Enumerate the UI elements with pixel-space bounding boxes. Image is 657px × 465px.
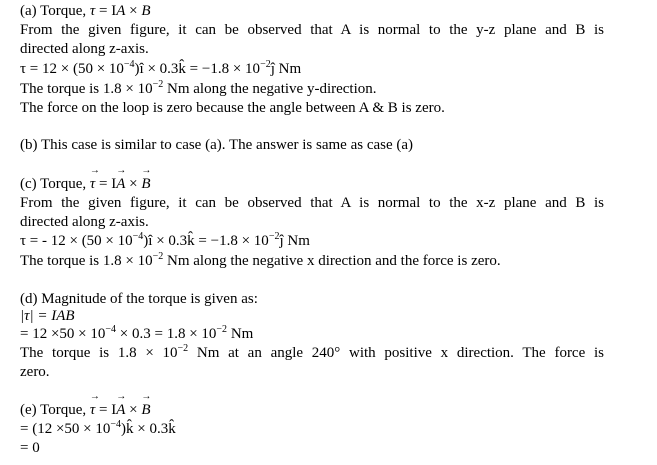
part-e-heading xyxy=(20,401,151,420)
part-a-heading xyxy=(20,2,151,21)
equals-current: = I xyxy=(95,176,117,192)
part-d-torque-line: The torque is $1.8 \times 10^{-2}$ Nm at an angle 240° with positive x direction. The force is xyxy=(20,343,604,361)
part-c-heading xyxy=(20,175,151,194)
equals-current: = I xyxy=(95,402,117,418)
field-vector: → B xyxy=(141,2,150,21)
heading-label: (e) Torque, xyxy=(20,402,90,418)
part-c-line2: directed along z-axis. xyxy=(20,214,149,230)
part-c-torque-line: The torque is $1.8 \times 10^{-2}$ Nm along the negative x direction and the force is zero. xyxy=(20,251,501,269)
part-a-line2: directed along z-axis. xyxy=(20,41,149,57)
part-a-torque-line: The torque is $1.8 \times 10^{-2}$ Nm along the negative y-direction. xyxy=(20,79,377,97)
area-vector: → A xyxy=(116,401,125,420)
part-d-abs-torque: |τ| = IAB xyxy=(20,308,75,324)
field-vector: → B xyxy=(141,175,150,194)
field-vector: → B xyxy=(141,401,150,420)
part-d-heading: (d) Magnitude of the torque is given as: xyxy=(20,291,258,307)
cross-sign: × xyxy=(125,176,142,192)
part-d-torque-line2: zero. xyxy=(20,364,50,380)
part-c-line1: From the given figure, it can be observed that A is normal to the x-z plane and B is xyxy=(20,195,604,211)
area-vector: → A xyxy=(116,2,125,21)
part-e-result: = 0 xyxy=(20,440,40,456)
part-e-equation: = $(12 \times 50 \times 10^{-4})k̂$ × 0.3k̂ xyxy=(20,419,176,437)
part-a-line1: From the given figure, it can be observed that A is normal to the y-z plane and B is xyxy=(20,22,604,38)
heading-label: (c) Torque, xyxy=(20,176,90,192)
heading-label: (a) Torque, xyxy=(20,3,90,19)
part-d-equation: = $12 \times 50 \times 10^{-4} \times 0.3 = 1.8 \times 10^{-2}$ Nm xyxy=(20,324,254,342)
tau-vector: → τ xyxy=(90,175,95,194)
part-c-tau-equation: τ = - $12 \times (50 \times 10^{-4})î$ × 0.3k̂ = $-1.8 \times 10^{-2}ĵ$ Nm xyxy=(20,231,310,249)
cross-sign: × xyxy=(125,402,142,418)
area-vector: → A xyxy=(116,175,125,194)
tau-vector: → τ xyxy=(90,401,95,420)
part-b-text: (b) This case is similar to case (a). The answer is same as case (a) xyxy=(20,137,414,153)
equals-current: = I xyxy=(95,3,117,19)
part-a-force-line: The force on the loop is zero because the angle between A & B is zero. xyxy=(20,100,445,116)
part-a-tau-equation: $\tau = 12 \times (50 \times 10^{-4})î$ × 0.3k̂ = $-1.8 \times 10^{-2}ĵ$ Nm xyxy=(20,59,302,77)
tau-vector: → τ xyxy=(90,2,95,21)
cross-sign: × xyxy=(125,3,142,19)
